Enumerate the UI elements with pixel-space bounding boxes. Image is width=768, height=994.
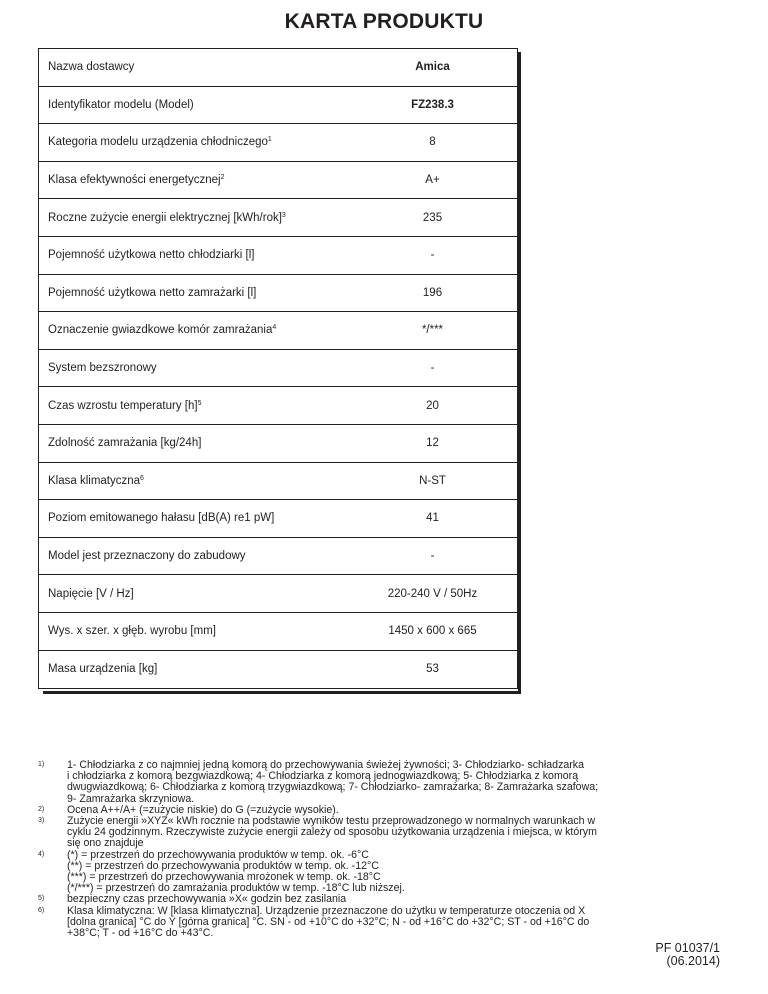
- footnote-text: [67, 906, 728, 940]
- row-label-text: System bezszronowy: [48, 362, 157, 375]
- footnote-marker: 2): [38, 805, 45, 813]
- footnote-line: (***) = przestrzeń do przechowywania mrożonek w temp. ok. -18°C: [67, 871, 381, 884]
- footnote-line: (*) = przestrzeń do przechowywania produktów w temp. ok. -6°C: [67, 848, 369, 861]
- row-value: 196: [422, 286, 443, 299]
- table-row: [39, 199, 517, 237]
- row-label: [39, 437, 348, 449]
- footnote-line: Zużycie energii »XYZ« kWh rocznie na podstawie wyników testu przeprowadzonego w normalnych warunkach w: [67, 815, 596, 828]
- table-shadow-bottom: [43, 691, 521, 694]
- table-row: [39, 387, 517, 425]
- row-label: [39, 61, 348, 73]
- footnote-line: 9- Zamrażarka skrzyniowa.: [67, 792, 195, 805]
- table-row: [39, 350, 517, 388]
- row-value: 20: [426, 399, 439, 412]
- row-label: [39, 136, 348, 148]
- footnote-line: (*/***) = przestrzeń do zamrażania produktów w temp. -18°C lub niższej.: [67, 882, 405, 895]
- row-value: 53: [426, 663, 439, 676]
- row-label-text: Pojemność użytkowa netto zamrażarki [l]: [48, 286, 257, 299]
- row-label: [39, 512, 348, 524]
- page-title: KARTA PRODUKTU: [284, 10, 484, 33]
- row-label: [39, 362, 348, 374]
- row-label-text: Nazwa dostawcy: [48, 61, 135, 74]
- document-code: [655, 942, 720, 968]
- row-label: [39, 174, 348, 186]
- footnote-ref: 3: [281, 211, 286, 219]
- row-label-text: Oznaczenie gwiazdkowe komór zamrażania: [48, 324, 273, 337]
- footnote-line: Klasa klimatyczna: W [klasa klimatyczna]. Urządzenie przeznaczone do użytku w temperaturze otoczenia od X: [67, 904, 586, 917]
- footnote: [38, 906, 728, 940]
- row-value: 220-240 V / 50Hz: [387, 587, 478, 600]
- footnote-line: dwugwiazdkową; 6- Chłodziarka z komorą trzygwiazdkową; 7- Chłodziarko- zamrażarka; 8- Zamrażarka szafowa;: [67, 781, 599, 794]
- row-value: */***: [421, 324, 444, 337]
- footnote-line: 1- Chłodziarka z co najmniej jedną komorą do przechowywania świeżej żywności; 3- Chłodziarko- schładzarka: [67, 759, 584, 771]
- footnote-marker: 3): [38, 817, 45, 825]
- table-row: [39, 425, 517, 463]
- row-value: -: [430, 249, 435, 262]
- row-label: [39, 324, 348, 336]
- row-label: [39, 625, 348, 637]
- product-table: [38, 48, 518, 689]
- row-value: -: [430, 550, 435, 563]
- footnote-line: i chłodziarka z komorą bezgwiazdkową; 4- Chłodziarka z komorą jednogwiazdkową; 5- Chłodziarka z komorą: [67, 770, 579, 783]
- row-label: [39, 212, 348, 224]
- footnote-ref: 6: [140, 474, 144, 482]
- row-label: [39, 475, 348, 487]
- row-label-text: Poziom emitowanego hałasu [dB(A) re1 pW]: [48, 512, 275, 525]
- row-label-text: Zdolność zamrażania [kg/24h]: [48, 437, 202, 450]
- table-row: [39, 651, 517, 689]
- table-row: [39, 275, 517, 313]
- footnote-line: się ono znajduje: [67, 837, 144, 850]
- table-row: [39, 49, 517, 87]
- row-label-text: Napięcie [V / Hz]: [48, 587, 134, 600]
- row-label-text: Klasa efektywności energetycznej: [48, 174, 221, 187]
- row-value: N-ST: [419, 474, 446, 487]
- footnote-ref: 1: [267, 136, 272, 144]
- footnote-line: [dolna granica] °C do Y [górna granica] °C. SN - od +10°C do +32°C; N - od +16°C do +32°C; ST - od +16°C do: [67, 915, 590, 928]
- document-code-number: PF 01037/1: [655, 941, 720, 955]
- footnote-ref: 4: [272, 324, 277, 332]
- table-row: [39, 613, 517, 651]
- row-label: [39, 287, 348, 299]
- row-label-text: Klasa klimatyczna: [48, 474, 141, 487]
- footnote-text: [67, 816, 728, 850]
- row-label: [39, 550, 348, 562]
- footnote-marker: 5): [38, 895, 45, 903]
- row-value: 1450 x 600 x 665: [388, 625, 477, 638]
- footnote-text: [67, 894, 728, 905]
- row-label-text: Masa urządzenia [kg]: [48, 663, 158, 676]
- footnote-marker: 6): [38, 906, 45, 914]
- table-row: [39, 463, 517, 501]
- table-row: [39, 575, 517, 613]
- footnote: [38, 894, 728, 905]
- table-row: [39, 237, 517, 275]
- row-label: [39, 249, 348, 261]
- row-label-text: Wys. x szer. x głęb. wyrobu [mm]: [48, 625, 216, 638]
- row-label-text: Model jest przeznaczony do zabudowy: [48, 550, 246, 563]
- row-value: 8: [429, 136, 436, 149]
- footnote: [38, 850, 728, 895]
- table-row: [39, 162, 517, 200]
- footnote-text: [67, 760, 728, 805]
- row-value: 41: [426, 512, 439, 525]
- table-row: [39, 538, 517, 576]
- row-label-text: Roczne zużycie energii elektrycznej [kWh/rok]: [48, 211, 282, 224]
- document-code-date: (06.2014): [666, 954, 720, 968]
- row-value: A+: [425, 174, 440, 187]
- footnote-line: bezpieczny czas przechowywania »X« godzin bez zasilania: [67, 893, 347, 906]
- row-value: 12: [426, 437, 439, 450]
- footnote-line: Ocena A++/A+ (=zużycie niskie) do G (=zużycie wysokie).: [67, 803, 339, 816]
- row-value: -: [430, 362, 435, 375]
- row-value: Amica: [415, 61, 450, 74]
- row-label-text: Pojemność użytkowa netto chłodziarki [l]: [48, 249, 255, 262]
- footnote-text: [67, 850, 728, 895]
- row-label-text: Kategoria modelu urządzenia chłodniczego: [48, 136, 268, 149]
- table-row: [39, 500, 517, 538]
- row-label: [39, 99, 348, 111]
- row-label: [39, 663, 348, 675]
- table-row: [39, 312, 517, 350]
- table-row: [39, 87, 517, 125]
- footnote-ref: 5: [197, 399, 202, 407]
- footnote-line: (**) = przestrzeń do przechowywania produktów w temp. ok. -12°C: [67, 859, 379, 872]
- footnote-ref: 2: [220, 174, 225, 182]
- table-row: [39, 124, 517, 162]
- row-value: 235: [422, 211, 443, 224]
- footnotes: [38, 760, 728, 939]
- footnote-line: cyklu 24 godzinnym. Rzeczywiste zużycie energii zależy od sposobu użytkowania urządzenia i miejsca, w którym: [67, 826, 597, 839]
- row-value: FZ238.3: [411, 98, 454, 111]
- footnote: [38, 760, 728, 805]
- footnote-line: +38°C; T - od +16°C do +43°C.: [67, 927, 214, 940]
- row-label-text: Identyfikator modelu (Model): [48, 98, 194, 111]
- row-label: [39, 400, 348, 412]
- row-label: [39, 588, 348, 600]
- footnote: [38, 816, 728, 850]
- footnote-marker: 4): [38, 850, 45, 858]
- row-label-text: Czas wzrostu temperatury [h]: [48, 399, 198, 412]
- footnote-marker: 1): [38, 761, 45, 768]
- table-shadow-right: [518, 52, 521, 694]
